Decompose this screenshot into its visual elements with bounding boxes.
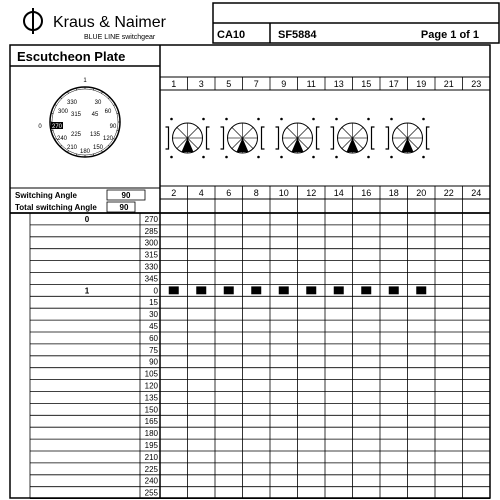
terminal-top-label: 9 <box>281 79 287 89</box>
terminal-top-label: 15 <box>361 79 372 89</box>
terminal-bottom-label: 6 <box>226 188 232 198</box>
angle-label: 345 <box>144 274 158 284</box>
brand-logo <box>24 8 42 34</box>
contact-closed-marker <box>416 286 426 294</box>
dial-label-pos0: 0 <box>38 124 42 130</box>
contact-cell-symbol <box>276 118 320 159</box>
angle-label: 135 <box>144 393 158 403</box>
dial-label-90: 90 <box>109 124 117 130</box>
angle-label: 15 <box>149 298 158 308</box>
terminal-top-label: 19 <box>416 79 427 89</box>
contact-cell-symbol <box>166 118 210 159</box>
contact-closed-marker <box>306 286 316 294</box>
angle-label: 150 <box>144 405 158 415</box>
terminal-top-label: 23 <box>471 79 482 89</box>
angle-label: 105 <box>144 369 158 379</box>
angle-label: 300 <box>144 238 158 248</box>
terminal-top-label: 11 <box>306 79 316 89</box>
terminal-area <box>160 77 490 213</box>
angle-label: 165 <box>144 417 158 427</box>
dial-label-180: 180 <box>79 149 91 155</box>
angle-label: 120 <box>144 381 158 391</box>
escutcheon-dial <box>38 78 120 157</box>
terminal-bottom-label: 2 <box>171 188 177 198</box>
terminal-bottom-label: 22 <box>443 188 454 198</box>
dial-label-30: 30 <box>94 100 102 106</box>
terminal-top-label: 13 <box>333 79 344 89</box>
escutcheon-title: Escutcheon Plate <box>17 49 126 64</box>
contact-closed-marker <box>334 286 344 294</box>
switching-table <box>10 213 490 499</box>
switching-angle-value: 90 <box>121 191 131 200</box>
type-code: CA10 <box>217 29 246 41</box>
total-switching-angle-label: Total switching Angle <box>15 203 97 212</box>
angle-label: 75 <box>149 345 158 355</box>
angle-label: 60 <box>149 333 158 343</box>
terminal-bottom-label: 24 <box>471 188 482 198</box>
angle-label: 225 <box>144 464 158 474</box>
dial-label-240: 240 <box>56 136 68 142</box>
contact-closed-marker <box>169 286 179 294</box>
total-switching-angle-value: 90 <box>119 203 129 212</box>
brand-name: Kraus & Naimer <box>53 14 166 31</box>
contact-closed-marker <box>361 286 371 294</box>
contact-closed-marker <box>196 286 206 294</box>
brand-tagline: BLUE LINE switchgear <box>84 34 156 41</box>
terminal-bottom-label: 8 <box>253 188 259 198</box>
contact-cell-symbol <box>221 118 265 159</box>
contact-cell-symbol <box>386 118 430 159</box>
terminal-bottom-label: 16 <box>361 188 372 198</box>
terminal-bottom-label: 14 <box>333 188 344 198</box>
terminal-bottom-label: 12 <box>306 188 317 198</box>
page-indicator: Page 1 of 1 <box>420 29 479 41</box>
dial-label-60: 60 <box>104 109 112 115</box>
angle-label: 0 <box>153 286 158 296</box>
dial-label-315: 315 <box>70 112 82 118</box>
dial-label-330: 330 <box>66 100 78 106</box>
terminal-bottom-label: 10 <box>278 188 289 198</box>
angle-label: 315 <box>144 250 158 260</box>
angle-label: 90 <box>149 357 158 367</box>
angle-label: 195 <box>144 441 158 450</box>
terminal-top-label: 17 <box>388 79 399 89</box>
drawing-frame <box>10 45 490 498</box>
position-label: 0 <box>84 214 90 224</box>
angle-label: 330 <box>144 262 158 272</box>
angle-label: 255 <box>144 488 158 498</box>
dial-label-210: 210 <box>66 145 78 151</box>
terminal-bottom-label: 18 <box>388 188 399 198</box>
dial-label-150: 150 <box>92 145 104 151</box>
angle-label: 30 <box>149 310 158 320</box>
contact-cell-symbol <box>331 118 375 159</box>
dial-label-270: 270 <box>51 124 63 130</box>
terminal-top-label: 21 <box>443 79 454 89</box>
drawing-number: SF5884 <box>278 29 317 41</box>
angle-label: 210 <box>144 452 158 462</box>
terminal-top-label: 1 <box>171 79 177 89</box>
header <box>24 3 499 43</box>
contact-closed-marker <box>224 286 234 294</box>
contact-closed-marker <box>389 286 399 294</box>
dial-label-300: 300 <box>57 109 69 115</box>
dial-label-pos1: 1 <box>83 78 87 84</box>
terminal-top-label: 3 <box>198 79 204 89</box>
terminal-top-label: 7 <box>253 79 259 89</box>
angle-label: 285 <box>144 226 158 236</box>
contact-closed-marker <box>251 286 261 294</box>
dial-label-225: 225 <box>70 132 82 138</box>
position-label: 1 <box>84 286 90 296</box>
angle-label: 270 <box>144 214 158 224</box>
switching-angle-label: Switching Angle <box>15 191 77 200</box>
angle-label: 240 <box>144 476 158 486</box>
angle-label: 45 <box>149 322 158 331</box>
terminal-top-label: 5 <box>226 79 232 89</box>
terminal-bottom-label: 20 <box>416 188 427 198</box>
contact-closed-marker <box>279 286 289 294</box>
terminal-bottom-label: 4 <box>198 188 204 198</box>
angle-label: 180 <box>144 429 158 439</box>
dial-label-120: 120 <box>102 136 114 142</box>
dial-label-135: 135 <box>89 132 101 138</box>
dial-label-45: 45 <box>91 112 99 118</box>
